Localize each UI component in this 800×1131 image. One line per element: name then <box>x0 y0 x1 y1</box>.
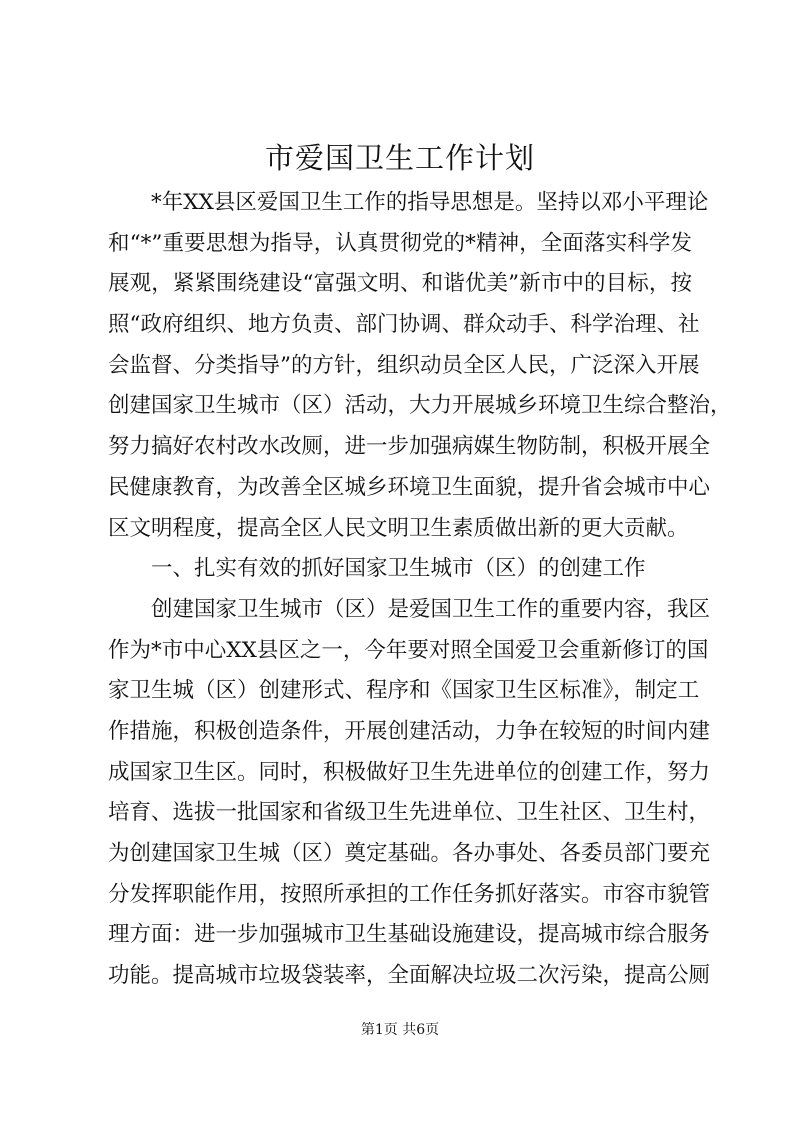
body-line: 分发挥职能作用，按照所承担的工作任务抓好落实。市容市貌管 <box>108 881 711 907</box>
body-line: 成国家卫生区。同时，积极做好卫生先进单位的创建工作，努力 <box>108 759 711 785</box>
section-heading: 一、扎实有效的抓好国家卫生城市（区）的创建工作 <box>151 556 646 582</box>
body-line: 创建国家卫生城市（区）是爱国卫生工作的重要内容，我区 <box>151 596 711 622</box>
body-line: 照“政府组织、地方负责、部门协调、群众动手、科学治理、社 <box>108 312 700 338</box>
body-line: 区文明程度，提高全区人民文明卫生素质做出新的更大贡献。 <box>108 515 689 541</box>
body-line: 会监督、分类指导”的方针，组织动员全区人民，广泛深入开展 <box>108 352 700 378</box>
body-line: 民健康教育，为改善全区城乡环境卫生面貌，提升省会城市中心 <box>108 474 711 500</box>
body-line: 理方面：进一步加强城市卫生基础设施建设，提高城市综合服务 <box>108 922 711 948</box>
document-title: 市爱国卫生工作计划 <box>264 141 535 175</box>
body-line: *年XX县区爱国卫生工作的指导思想是。坚持以邓小平理论 <box>151 190 709 215</box>
body-line: 展观，紧紧围绕建设“富强文明、和谐优美”新市中的目标，按 <box>108 271 692 297</box>
document-body <box>108 183 732 997</box>
body-line: 作措施，积极创造条件，开展创建活动，力争在较短的时间内建 <box>108 718 711 744</box>
body-line: 为创建国家卫生城（区）奠定基础。各办事处、各委员部门要充 <box>108 841 711 866</box>
body-line: 创建国家卫生城市（区）活动，大力开展城乡环境卫生综合整治， <box>108 393 732 419</box>
body-line: 和“*”重要思想为指导，认真贯彻党的*精神，全面落实科学发 <box>108 230 692 256</box>
body-line: 功能。提高城市垃圾袋装率，全面解决垃圾二次污染，提高公厕 <box>108 963 711 989</box>
body-line: 家卫生城（区）创建形式、程序和《国家卫生区标准》，制定工 <box>108 678 700 704</box>
body-line: 作为*市中心XX县区之一，今年要对照全国爱卫会重新修订的国 <box>108 637 709 663</box>
body-line: 培育、选拔一批国家和省级卫生先进单位、卫生社区、卫生村， <box>108 800 711 826</box>
page-footer: 第1页 共6页 <box>360 1022 440 1038</box>
body-line: 努力搞好农村改水改厕，进一步加强病媒生物防制，积极开展全 <box>108 434 711 460</box>
